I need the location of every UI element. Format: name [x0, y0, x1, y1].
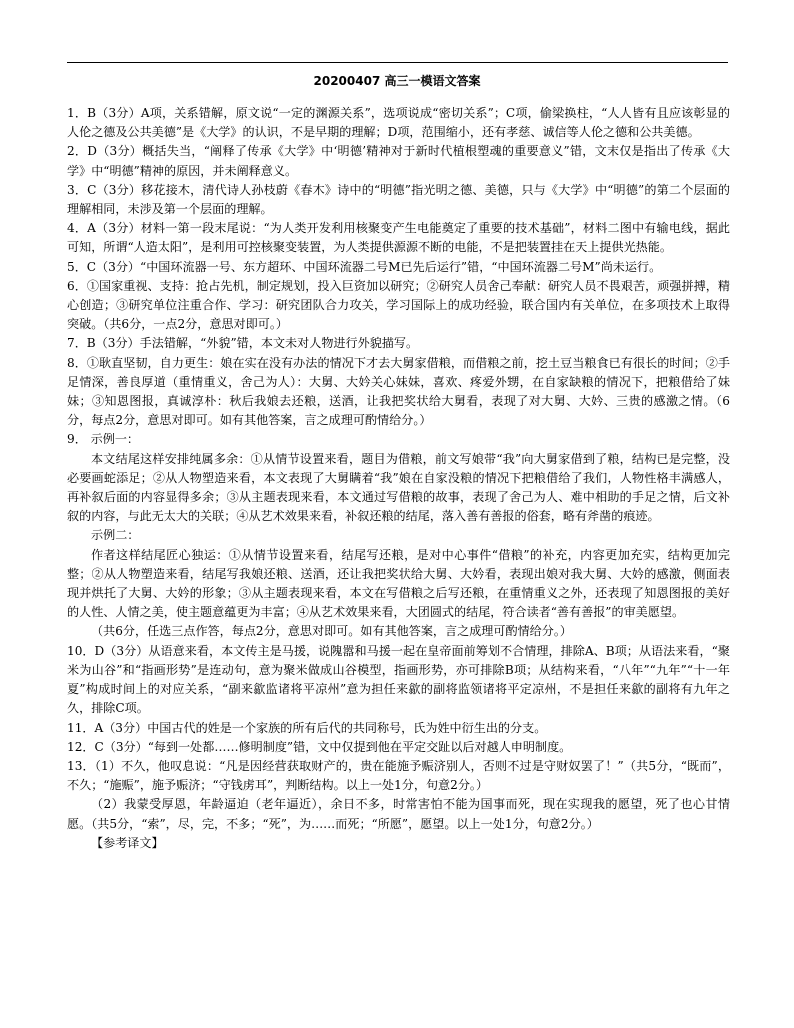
reference-translation-heading: 【参考译文】 [91, 835, 164, 850]
answer-5: 5．C（3分）“中国环流器一号、东方超环、中国环流器二号M已先后运行”错，“中国环流器二号M”尚未运行。 [67, 259, 662, 274]
answer-8: 8．①耿直坚韧，自力更生：娘在实在没有办法的情况下才去大舅家借粮，而借粮之前，挖土豆当粮食已有很长的时间；②手足情深，善良厚道（重情重义，舍己为人）：大舅、大妗关心妹妹，喜欢、疼爱外甥，在自家缺粮的情况下，把粮借给了妹妹；③知恩图报，真诚淳朴：秋后我娘去还粮，送酒，让我把奖状给大舅看，表现了对大舅、大妗、三贵的感激之情。（6分，每点2分，意思对即可。如有其他答案，言之成理可酌情给分。） [67, 355, 730, 428]
answer-13-2: （2）我蒙受厚恩，年龄逼迫（老年逼近），余日不多，时常害怕不能为国事而死，现在实现我的愿望，死了也心甘情愿。（共5分，“索”，尽，完，不多；“死”，为……而死；“所愿”，愿望。以上一处1分，句意2分。） [67, 797, 730, 831]
answer-3: 3．C（3分）移花接木，清代诗人孙枝蔚《春木》诗中的“明德”指光明之德、美德，只与《大学》中“明德”的第二个层面的理解相同，未涉及第一个层面的理解。 [67, 182, 730, 217]
answer-9-example-2-label: 示例二： [91, 528, 140, 543]
answer-7: 7．B（3分）手法错解，“外貌”错，本文未对人物进行外貌描写。 [67, 336, 419, 351]
answer-9-example-1: 本文结尾这样安排纯属多余：①从情节设置来看，题目为借粮，前文写娘带“我”向大舅家借到了粮，结构已是完整，没必要画蛇添足；②从人物塑造来看，本文表现了大舅瞒着“我”娘在自家没粮的情况下把粮借给了我们，人物性格丰满感人，再补叙后面的内容显得多余；③从主题表现来看，本文通过写借粮的故事，表现了舍己为人、难中相助的手足之情，后文补叙的内容，与此无太大的关联；④从艺术效果来看，补叙还粮的结尾，落入善有善报的俗套，略有斧凿的痕迹。 [67, 451, 730, 524]
document-title: 20200407 高三一模语文答案 [313, 74, 481, 88]
answer-6: 6．①国家重视、支持：抢占先机，制定规划，投入巨资加以研究；②研究人员舍己奉献：研究人员不畏艰苦，顽强拼搏，精心创造；③研究单位注重合作、学习：研究团队合力攻关，学习国际上的成功经验，联合国内有关单位，在多项技术上取得突破。（共6分，一点2分，意思对即可。） [67, 278, 730, 332]
answer-11: 11．A（3分）中国古代的姓是一个家族的所有后代的共同称号，氏为姓中衍生出的分支。 [67, 720, 547, 735]
header-rule [67, 62, 728, 63]
answer-12: 12．C（3分）“每到一处都……修明制度”错，文中仅提到他在平定交趾以后对越人申明制度。 [67, 739, 572, 754]
answer-content [67, 104, 730, 853]
answer-13-1: 13．（1）不久，他叹息说：“凡是因经营获取财产的，贵在能施予赈济别人，否则不过是守财奴罢了！”（共5分，“既而”，不久；“施赈”，施予赈济；“守钱虏耳”，判断结构。以上一处1分，句意2分。） [67, 758, 730, 793]
answer-1: 1．B（3分）A项，关系错解，原文说“一定的渊源关系”，选项说成“密切关系”；C项，偷梁换柱，“人人皆有且应该彰显的人伦之德及公共美德”是《大学》的认识，不是早期的理解；D项，范围缩小，还有孝慈、诚信等人伦之德和公共美德。 [67, 106, 730, 140]
answer-4: 4．A（3分）材料一第一段末尾说：“为人类开发利用核聚变产生电能奠定了重要的技术基础”，材料二图中有输电线，据此可知，所谓“人造太阳”，是利用可控核聚变装置，为人类提供源源不断的电能，不是把装置挂在天上提供光热能。 [67, 221, 730, 255]
answer-9-heading: 9． 示例一： [67, 432, 140, 447]
answer-2: 2．D（3分）概括失当，“阐释了传承《大学》中‘明德’精神对于新时代植根塑魂的重要意义”错，文末仅是指出了传承《大学》中“明德”精神的原因，并未阐释意义。 [67, 144, 730, 178]
answer-9-example-2: 作者这样结尾匠心独运：①从情节设置来看，结尾写还粮，是对中心事件“借粮”的补充，内容更加充实，结构更加完整；②从人物塑造来看，结尾写我娘还粮、送酒，还让我把奖状给大舅、大妗看，表现出娘对我大舅、大妗的感激，侧面表现并烘托了大舅、大妗的形象；③从主题表现来看，本文在写借粮之后写还粮，在重情重义之外，还表现了知恩图报的美好的人性、人情之美，使主题意蕴更为丰富；④从艺术效果来看，大团圆式的结尾，符合读者“善有善报”的审美愿望。 [67, 547, 730, 620]
answer-9-scoring: （共6分，任选三点作答，每点2分，意思对即可。如有其他答案，言之成理可酌情给分。） [91, 624, 572, 639]
answer-10: 10．D（3分）从语意来看，本文传主是马援，说隗嚣和马援一起在皇帝面前筹划不合情理，排除A、B项；从语法来看，“聚米为山谷”和“指画形势”是连动句，意为聚米做成山谷模型，指画形势，亦可排除B项；从结构来看，“八年”“九年”“十一年夏”构成时间上的对应关系，“副来歙监诸将平凉州”意为担任来歙的副将监领诸将平定凉州，不是担任来歙的副将有九年之久，排除C项。 [67, 643, 730, 716]
